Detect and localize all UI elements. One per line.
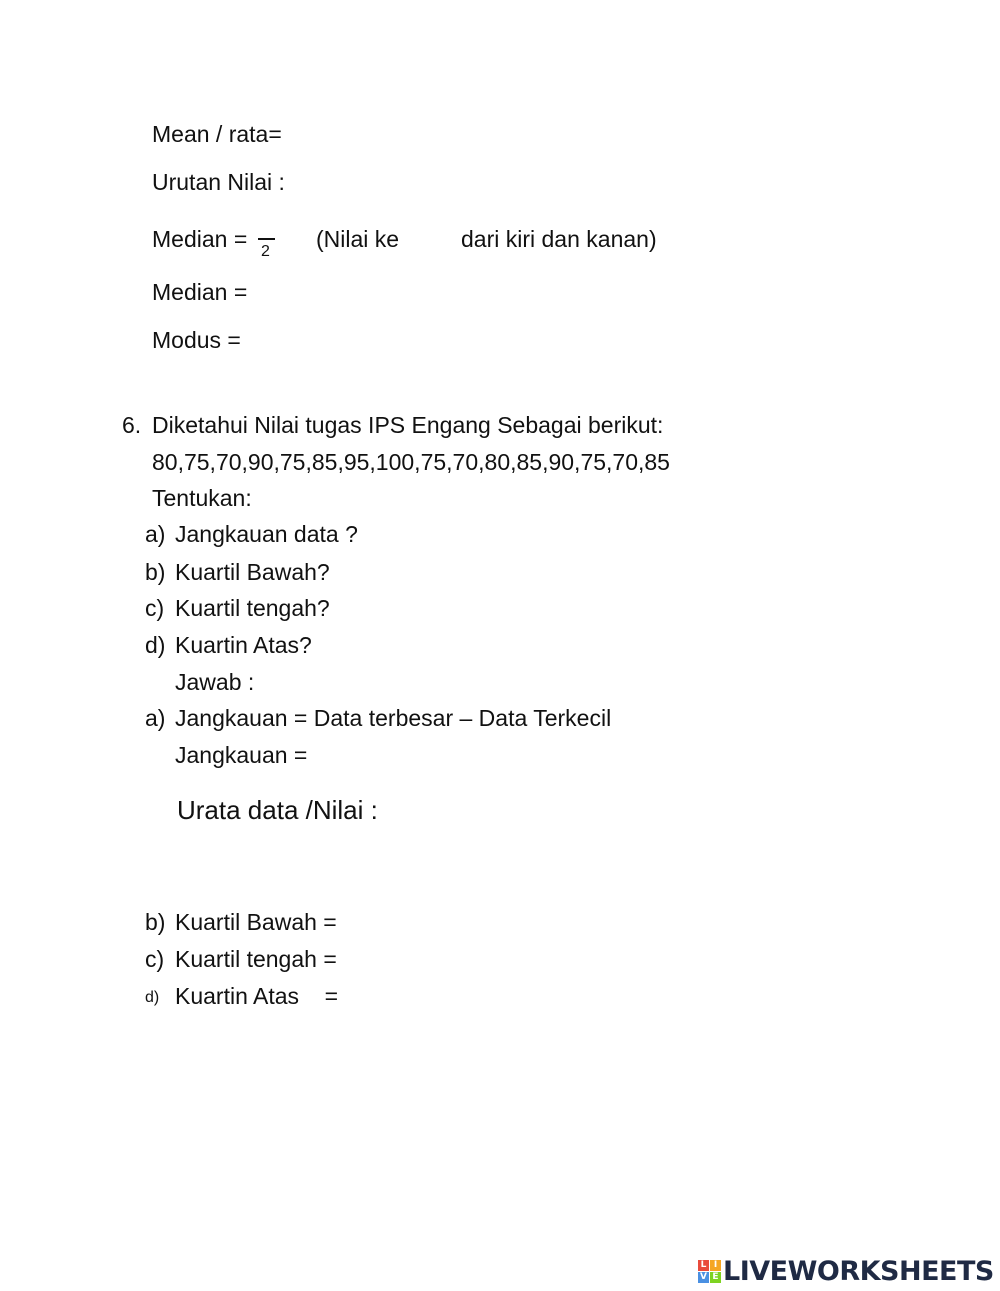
question-data: 80,75,70,90,75,85,95,100,75,70,80,85,90,75,70,85 — [152, 449, 670, 475]
logo-letter: I — [710, 1260, 721, 1271]
median-fraction-label: Median = — [152, 226, 248, 252]
jangkauan-label: Jangkauan = — [175, 742, 308, 768]
liveworksheets-logo — [698, 1256, 994, 1287]
item-text: Kuartil tengah? — [175, 595, 330, 621]
logo-text: LIVEWORKSHEETS — [723, 1256, 994, 1287]
answer-a-text: Jangkauan = Data terbesar – Data Terkecil — [175, 705, 612, 731]
answer-marker: a) — [145, 705, 166, 731]
logo-letter: L — [698, 1260, 709, 1271]
modus-label: Modus = — [152, 327, 241, 353]
urata-label: Urata data /Nilai : — [177, 795, 378, 825]
tentukan-label: Tentukan: — [152, 485, 252, 511]
question-number: 6. — [122, 412, 142, 438]
item-text: Kuartil Bawah? — [175, 559, 330, 585]
item-marker: b) — [145, 559, 166, 585]
answer-text: Kuartil tengah = — [175, 946, 337, 972]
median-label: Median = — [152, 279, 248, 305]
jawab-label: Jawab : — [175, 669, 255, 695]
logo-letter: E — [710, 1272, 721, 1283]
logo-mark-icon — [698, 1260, 721, 1283]
item-text: Jangkauan data ? — [175, 521, 358, 547]
dari-kiri-label: dari kiri dan kanan) — [461, 226, 657, 252]
logo-letter: V — [698, 1272, 709, 1283]
fraction-bar — [258, 238, 275, 240]
answer-text: Kuartil Bawah = — [175, 909, 337, 935]
fraction-denominator: 2 — [261, 243, 270, 260]
item-marker: c) — [145, 595, 165, 621]
answer-marker: b) — [145, 909, 166, 935]
mean-label: Mean / rata= — [152, 121, 282, 147]
answer-marker: c) — [145, 946, 165, 972]
answer-text: Kuartin Atas = — [175, 983, 339, 1009]
question-prompt: Diketahui Nilai tugas IPS Engang Sebagai berikut: — [152, 412, 664, 438]
urutan-nilai-label: Urutan Nilai : — [152, 169, 285, 195]
item-text: Kuartin Atas? — [175, 632, 312, 658]
item-marker: a) — [145, 521, 166, 547]
nilai-ke-label: (Nilai ke — [316, 226, 400, 252]
item-marker: d) — [145, 632, 166, 658]
answer-marker: d) — [145, 989, 160, 1006]
